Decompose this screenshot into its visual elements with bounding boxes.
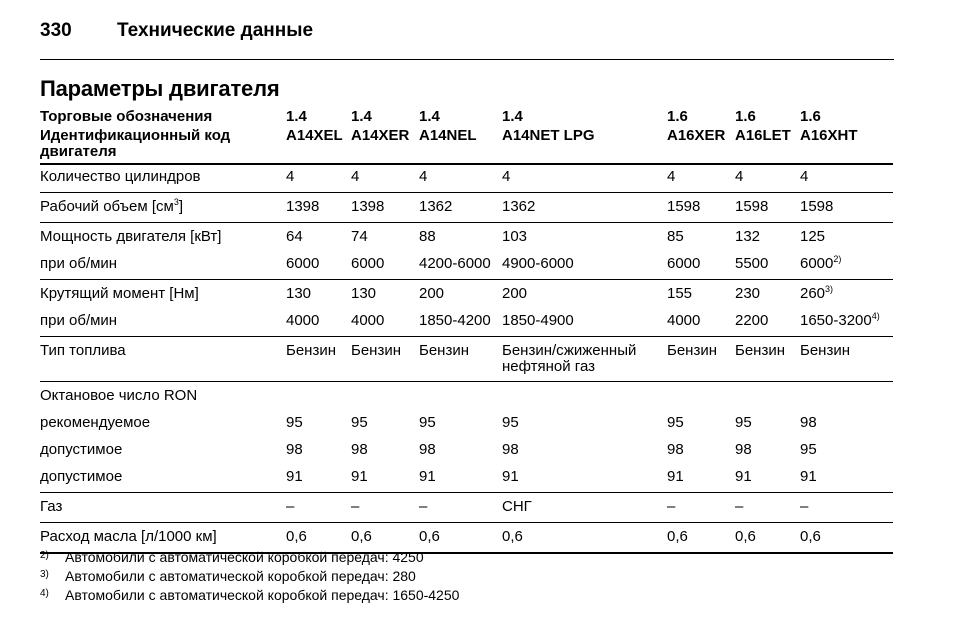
table-cell: 0,6: [286, 528, 307, 545]
row-label: Крутящий момент [Нм]: [40, 285, 199, 302]
table-cell: 132: [735, 228, 761, 245]
table-cell: 64: [286, 228, 303, 245]
row-label: Газ: [40, 498, 63, 515]
table-row: [40, 164, 893, 193]
table-cell: 0,6: [667, 528, 688, 545]
footnote-ref: 4): [871, 311, 880, 321]
footnote-ref: 3): [825, 284, 834, 294]
table-cell: 98: [502, 441, 519, 458]
table-cell: 91: [286, 468, 303, 485]
footnote-ref: 2): [833, 254, 842, 264]
table-cell: 6000: [667, 255, 701, 272]
table-row: [40, 438, 893, 465]
table-cell: Бензин: [286, 342, 337, 359]
table-cell: 98: [800, 414, 817, 431]
table-row: [40, 252, 893, 280]
table-cell: 200: [502, 285, 528, 302]
table-cell: 2200: [735, 312, 769, 329]
row-label: Мощность двигателя [кВт]: [40, 228, 222, 245]
trade-designation: 1.6: [735, 108, 756, 125]
table-cell: 125: [800, 228, 826, 245]
table-cell: 91: [419, 468, 436, 485]
table-cell: 1850-4900: [502, 312, 574, 329]
engine-code: A14NEL: [419, 127, 477, 144]
table-cell: [667, 382, 735, 412]
row-label: рекомендуемое: [40, 414, 151, 431]
row-label: Тип топлива: [40, 342, 126, 359]
table-cell: 95: [419, 414, 436, 431]
table-cell: Бензин: [351, 342, 402, 359]
engine-code: A14NET LPG: [502, 127, 595, 144]
footnote-text: Автомобили с автоматической коробкой передач: 1650-4250: [65, 587, 460, 603]
table-cell: 98: [286, 441, 303, 458]
table-cell: –: [735, 498, 744, 515]
table-cell: 95: [735, 414, 752, 431]
table-row: [40, 309, 893, 337]
table-cell: 6000: [351, 255, 385, 272]
table-cell: 95: [286, 414, 303, 431]
footnote-text: Автомобили с автоматической коробкой передач: 4250: [65, 549, 424, 565]
table-cell: 0,6: [351, 528, 372, 545]
table-cell: 91: [735, 468, 752, 485]
footnote-mark: 3): [40, 569, 49, 580]
table-cell: 98: [351, 441, 368, 458]
table-cell: 98: [667, 441, 684, 458]
table-cell: 4000: [286, 312, 320, 329]
row-label: Октановое число RON: [40, 387, 198, 404]
table-cell: 260$^{3)}$: [800, 284, 834, 302]
table-cell: 1398: [286, 198, 320, 215]
table-cell: 91: [667, 468, 684, 485]
table-cell: –: [351, 498, 360, 515]
table-cell: 91: [502, 468, 519, 485]
footnotes: [40, 547, 459, 604]
engine-code: A16XER: [667, 127, 726, 144]
table-cell: 95: [667, 414, 684, 431]
row-label: при об/мин: [40, 312, 118, 329]
engine-code: A16XHT: [800, 127, 858, 144]
table-cell: [286, 382, 351, 412]
table-cell: 95: [351, 414, 368, 431]
table-cell: –: [667, 498, 676, 515]
table-row: [40, 223, 893, 253]
table-cell: [800, 382, 893, 412]
table-cell: 0,6: [800, 528, 821, 545]
table-cell: 4200-6000: [419, 255, 491, 272]
header-divider: [40, 59, 894, 60]
table-cell: 130: [286, 285, 312, 302]
trade-designation: 1.4: [419, 108, 440, 125]
table-cell: 1598: [667, 198, 701, 215]
table-cell: 1650-3200$^{4)}$: [800, 311, 880, 329]
table-cell: [419, 382, 502, 412]
table-cell: 4: [800, 168, 809, 185]
table-cell: 4: [735, 168, 744, 185]
trade-designation: 1.6: [667, 108, 688, 125]
page-number: 330: [40, 20, 72, 41]
table-cell: 95: [800, 441, 817, 458]
table-row: [40, 193, 893, 223]
table-cell: 1598: [800, 198, 834, 215]
footnote: [40, 547, 459, 566]
table-cell: 98: [735, 441, 752, 458]
table-cell: –: [800, 498, 809, 515]
engine-code: A14XER: [351, 127, 410, 144]
table-cell: 4: [351, 168, 360, 185]
row-label: Количество цилиндров: [40, 168, 201, 185]
table-row: [40, 465, 893, 493]
table-row: [40, 411, 893, 438]
table-cell: 1398: [351, 198, 385, 215]
table-cell: 230: [735, 285, 761, 302]
trade-designation: 1.6: [800, 108, 821, 125]
table-cell: СНГ: [502, 498, 532, 515]
table-cell: Бензин: [419, 342, 470, 359]
table-cell: [351, 382, 419, 412]
table-cell: 103: [502, 228, 528, 245]
footnote: [40, 585, 459, 604]
table-cell: 4: [286, 168, 295, 185]
table-cell: 4: [667, 168, 676, 185]
table-cell: 6000: [286, 255, 320, 272]
section-title: Параметры двигателя: [40, 76, 280, 101]
table-row: [40, 493, 893, 523]
table-cell: 98: [419, 441, 436, 458]
table-cell: 0,6: [502, 528, 523, 545]
table-cell: [502, 382, 667, 412]
table-cell: 4000: [351, 312, 385, 329]
table-cell: [735, 382, 800, 412]
table-cell: Бензин/сжиженный нефтяной газ: [502, 342, 637, 375]
footnote-mark: 4): [40, 588, 49, 599]
table-cell: Бензин: [800, 342, 851, 359]
engine-code-row: [40, 128, 893, 164]
engine-code: A16LET: [735, 127, 791, 144]
table-cell: 5500: [735, 255, 769, 272]
table-cell: 0,6: [419, 528, 440, 545]
footnote: [40, 566, 459, 585]
trade-designation: 1.4: [286, 108, 307, 125]
table-cell: 6000$^{2)}$: [800, 254, 842, 272]
table-row: [40, 280, 893, 310]
engine-code: A14XEL: [286, 127, 343, 144]
row-label: допустимое: [40, 441, 123, 458]
row-label: Торговые обозначения: [40, 108, 213, 125]
table-cell: 1850-4200: [419, 312, 491, 329]
trade-designation-row: [40, 107, 893, 128]
table-cell: 0,6: [735, 528, 756, 545]
engine-specs-table: [40, 107, 893, 554]
table-cell: 1362: [419, 198, 453, 215]
row-label: Идентификационный код двигателя: [40, 127, 231, 160]
table-cell: 91: [800, 468, 817, 485]
table-cell: 155: [667, 285, 693, 302]
trade-designation: 1.4: [502, 108, 523, 125]
table-cell: 4900-6000: [502, 255, 574, 272]
table-cell: –: [286, 498, 295, 515]
table-cell: 130: [351, 285, 377, 302]
table-cell: 4000: [667, 312, 701, 329]
row-label: Расход масла [л/1000 км]: [40, 528, 217, 545]
footnote-mark: 2): [40, 550, 49, 561]
table-cell: Бензин: [667, 342, 718, 359]
table-cell: 1598: [735, 198, 769, 215]
row-label: Рабочий объем $[см^3]$: [40, 197, 183, 215]
table-cell: Бензин: [735, 342, 786, 359]
table-cell: 95: [502, 414, 519, 431]
trade-designation: 1.4: [351, 108, 372, 125]
footnote-text: Автомобили с автоматической коробкой передач: 280: [65, 568, 416, 584]
table-cell: 88: [419, 228, 436, 245]
table-cell: 1362: [502, 198, 536, 215]
table-cell: 91: [351, 468, 368, 485]
table-cell: 4: [502, 168, 511, 185]
table-cell: 74: [351, 228, 368, 245]
table-cell: 4: [419, 168, 428, 185]
table-row: [40, 382, 893, 412]
row-label: допустимое: [40, 468, 123, 485]
row-label: при об/мин: [40, 255, 118, 272]
running-title: Технические данные: [117, 20, 314, 41]
table-cell: 85: [667, 228, 684, 245]
table-cell: –: [419, 498, 428, 515]
table-cell: 200: [419, 285, 445, 302]
table-row: [40, 337, 893, 382]
